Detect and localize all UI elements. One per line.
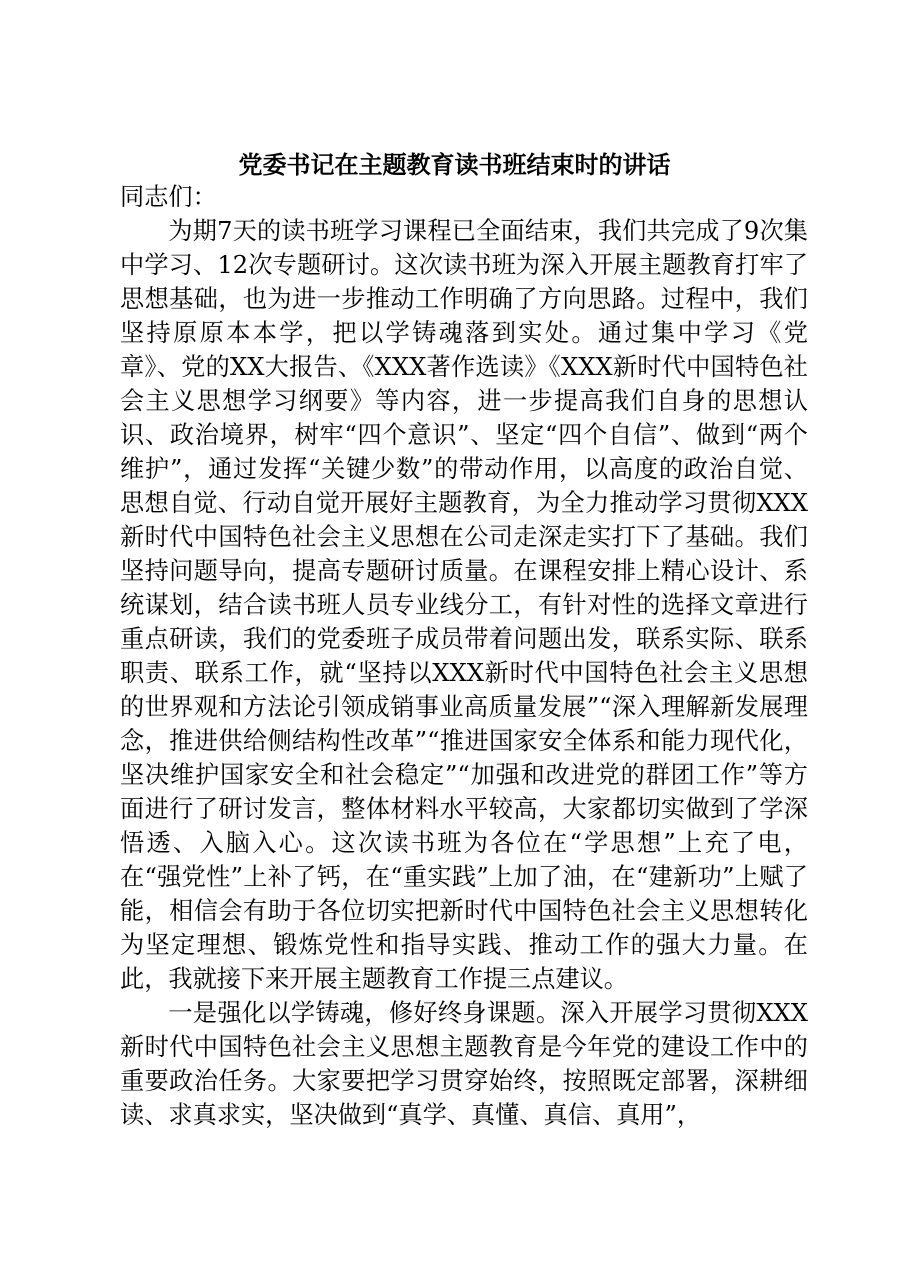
paragraph-1: 为期7天的读书班学习课程已全面结束，我们共完成了9次集中学习、12次专题研讨。这次读书班为深入开展主题教育打牢了思想基础，也为进一步推动工作明确了方向思路。过程中，我们坚持原原本本学，把以学铸魂落到实处。通过集中学习《党章》、党的XX大报告、《XXX著作选读》《XXX新时代中国特色社会主义思想学习纲要》等内容，进一步提高我们自身的思想认识、政治境界，树牢“四个意识”、坚定“四个自信”、做到“两个维护”，通过发挥“关键少数”的带动作用，以高度的政治自觉、思想自觉、行动自觉开展好主题教育，为全力推动学习贯彻XXX新时代中国特色社会主义思想在公司走深走实打下了基础。我们坚持问题导向，提高专题研讨质量。在课程安排上精心设计、系统谋划，结合读书班人员专业线分工，有针对性的选择文章进行重点研读，我们的党委班子成员带着问题出发，联系实际、联系职责、联系工作，就“坚持以XXX新时代中国特色社会主义思想的世界观和方法论引领成销事业高质量发展”“深入理解新发展理念，推进供给侧结构性改革”“推进国家安全体系和能力现代化，坚决维护国家安全和社会稳定”“加强和改进党的群团工作”等方面进行了研讨发言，整体材料水平较高，大家都切实做到了学深悟透、入脑入心。这次读书班为各位在“学思想”上充了电，在“强党性”上补了钙，在“重实践”上加了油，在“建新功”上赋了能，相信会有助于各位切实把新时代中国特色社会主义思想转化为坚定理想、锻炼党性和指导实践、推动工作的强大力量。在此，我就接下来开展主题教育工作提三点建议。 bbox=[120, 217, 808, 993]
paragraph-2: 一是强化以学铸魂，修好终身课题。深入开展学习贯彻XXX新时代中国特色社会主义思想主题教育是今年党的建设工作中的重要政治任务。大家要把学习贯穿始终，按照既定部署，深耕细读、求真求实，坚决做到“真学、真懂、真信、真用”， bbox=[120, 999, 808, 1129]
document-body bbox=[120, 180, 808, 1132]
salutation: 同志们： bbox=[120, 183, 217, 211]
document-title: 党委书记在主题教育读书班结束时的讲话 bbox=[238, 150, 671, 179]
